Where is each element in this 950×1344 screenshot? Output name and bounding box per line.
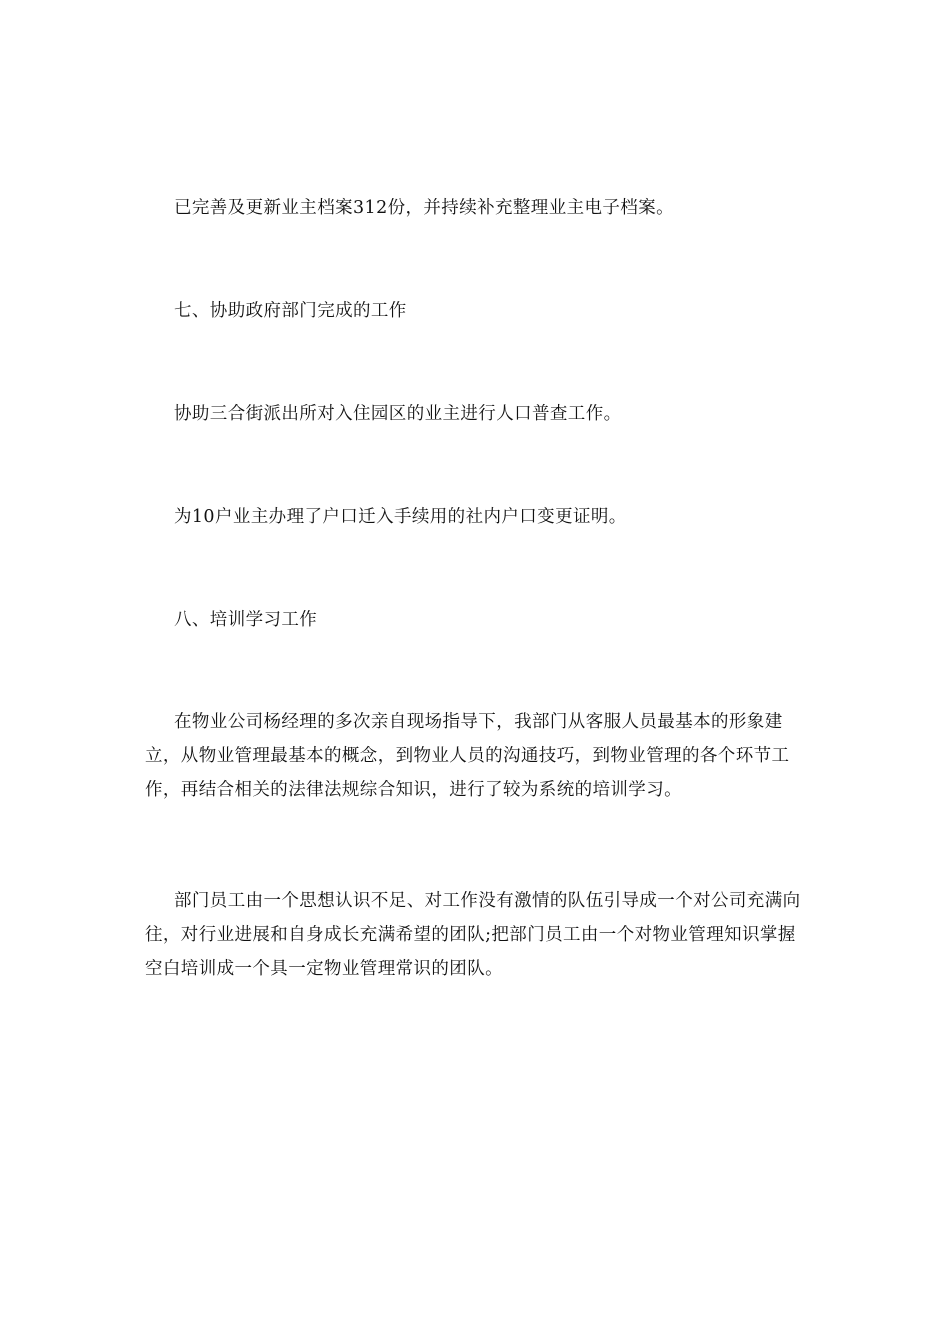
paragraph-training: 在物业公司杨经理的多次亲自现场指导下，我部门从客服人员最基本的形象建立，从物业管理最基本的概念，到物业人员的沟通技巧，到物业管理的各个环节工作，再结合相关的法律法规综合知识，进行了较为系统的培训学习。	[145, 712, 790, 800]
paragraph-team-building: 部门员工由一个思想认识不足、对工作没有激情的队伍引导成一个对公司充满向往，对行业进展和自身成长充满希望的团队;把部门员工由一个对物业管理知识掌握空白培训成一个具一定物业管理常识的团队。	[145, 891, 801, 979]
paragraph-archive-update: 已完善及更新业主档案312份，并持续补充整理业主电子档案。	[174, 198, 674, 218]
paragraph-census: 协助三合街派出所对入住园区的业主进行人口普查工作。	[174, 404, 622, 424]
paragraph-household-registration: 为10户业主办理了户口迁入手续用的社内户口变更证明。	[174, 507, 627, 527]
section-heading-8: 八、培训学习工作	[174, 610, 318, 630]
section-heading-7: 七、协助政府部门完成的工作	[174, 301, 407, 321]
